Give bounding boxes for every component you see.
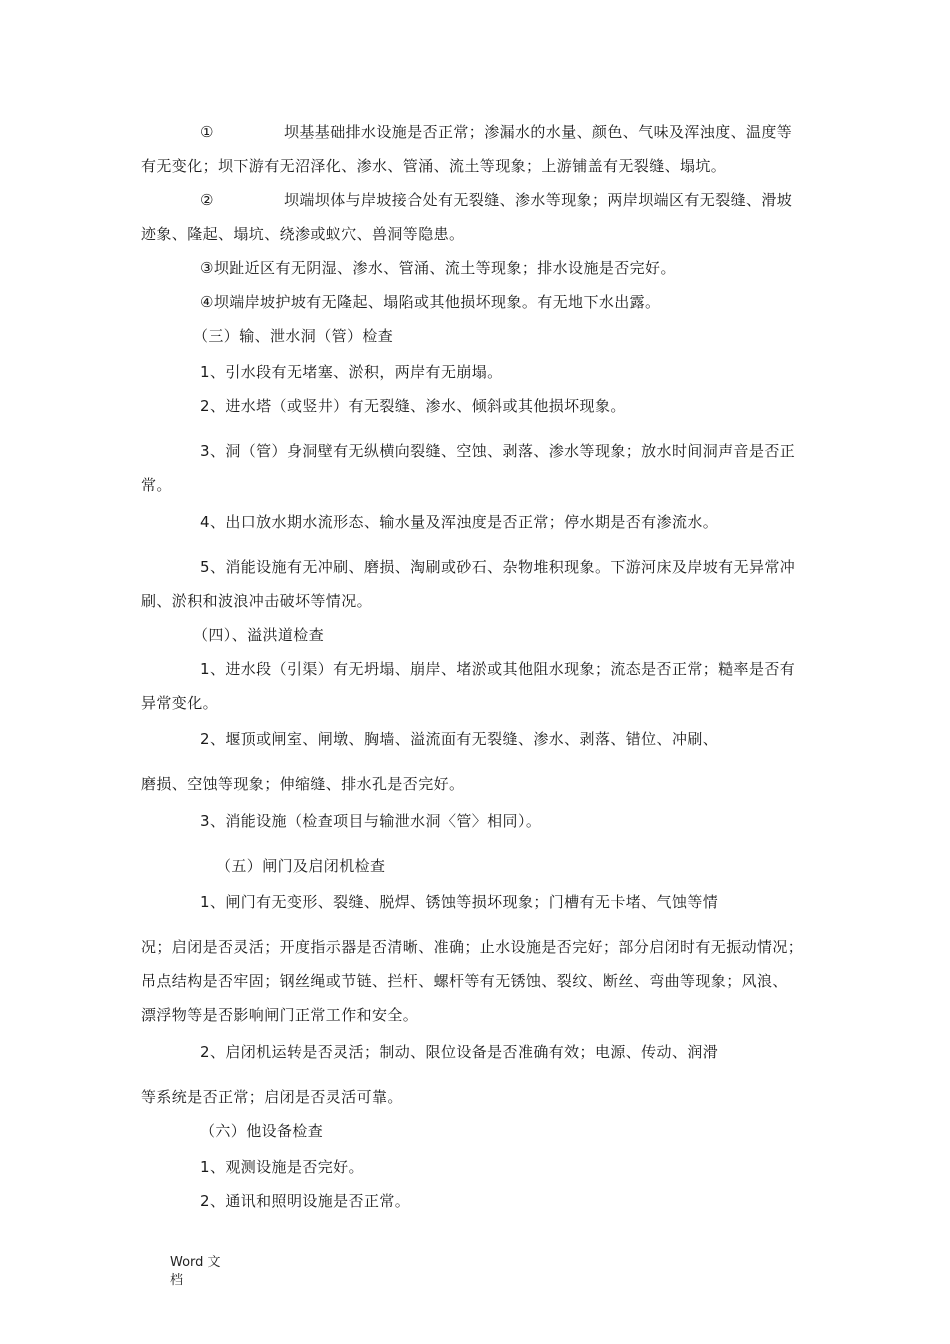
paragraph-line: 1、观测设施是否完好。 [200,1158,364,1176]
paragraph-line: 常。 [141,476,172,494]
section-heading: （六）他设备检查 [200,1122,324,1140]
paragraph-line: 5、消能设施有无冲刷、磨损、淘刷或砂石、杂物堆积现象。下游河床及岸坡有无异常冲 [200,558,796,576]
paragraph-line: 4、出口放水期水流形态、输水量及浑浊度是否正常；停水期是否有渗流水。 [200,513,719,531]
item-number: ① [200,123,214,141]
paragraph-line: 况；启闭是否灵活；开度指示器是否清晰、准确；止水设施是否完好；部分启闭时有无振动情况； [141,938,804,956]
paragraph-line: 2、启闭机运转是否灵活；制动、限位设备是否准确有效；电源、传动、润滑 [200,1043,719,1061]
paragraph-line: 3、消能设施（检查项目与输泄水洞〈管〉相同）。 [200,812,542,830]
paragraph-line: 3、洞（管）身洞壁有无纵横向裂缝、空蚀、剥落、渗水等现象；放水时间洞声音是否正 [200,442,796,460]
paragraph-line: 刷、淤积和波浪冲击破坏等情况。 [141,592,373,610]
section-heading: （三）输、泄水洞（管）检查 [193,327,394,345]
paragraph-line [200,190,792,210]
paragraph-line: 磨损、空蚀等现象；伸缩缝、排水孔是否完好。 [141,775,465,793]
paragraph-line: 2、通讯和照明设施是否正常。 [200,1192,411,1210]
paragraph-line: 迹象、隆起、塌坑、绕渗或蚁穴、兽洞等隐患。 [141,225,465,243]
paragraph-line: 1、引水段有无堵塞、淤积，两岸有无崩塌。 [200,363,503,381]
paragraph-line: 漂浮物等是否影响闸门正常工作和安全。 [141,1006,419,1024]
paragraph-line: 2、进水塔（或竖井）有无裂缝、渗水、倾斜或其他损坏现象。 [200,397,626,415]
item-number: ② [200,191,214,209]
section-heading: （四）、溢洪道检查 [193,626,325,644]
paragraph-line [200,122,792,142]
footer-line: Word 文 [170,1255,221,1270]
line-text: 坝基基础排水设施是否正常；渗漏水的水量、颜色、气味及浑浊度、温度等 [284,123,793,141]
paragraph-line: 1、闸门有无变形、裂缝、脱焊、锈蚀等损坏现象；门槽有无卡堵、气蚀等情 [200,893,719,911]
footer-line: 档 [170,1273,184,1288]
paragraph-line: 2、堰顶或闸室、闸墩、胸墙、溢流面有无裂缝、渗水、剥落、错位、冲刷、 [200,730,719,748]
paragraph-line: 等系统是否正常；启闭是否灵活可靠。 [141,1088,403,1106]
paragraph-line: 吊点结构是否牢固；钢丝绳或节链、拦杆、螺杆等有无锈蚀、裂纹、断丝、弯曲等现象；风浪、 [141,972,788,990]
line-text: 坝端坝体与岸坡接合处有无裂缝、渗水等现象；两岸坝端区有无裂缝、滑坡 [284,191,793,209]
page-footer [170,1254,221,1290]
section-heading: （五）闸门及启闭机检查 [216,857,386,875]
paragraph-line: 异常变化。 [141,694,219,712]
paragraph-line: ④坝端岸坡护坡有无隆起、塌陷或其他损坏现象。有无地下水出露。 [200,293,661,311]
paragraph-line: 有无变化；坝下游有无沼泽化、渗水、管涌、流土等现象；上游铺盖有无裂缝、塌坑。 [141,157,727,175]
paragraph-line: ③坝趾近区有无阴湿、渗水、管涌、流土等现象；排水设施是否完好。 [200,259,676,277]
paragraph-line: 1、进水段（引渠）有无坍塌、崩岸、堵淤或其他阻水现象；流态是否正常；糙率是否有 [200,660,796,678]
